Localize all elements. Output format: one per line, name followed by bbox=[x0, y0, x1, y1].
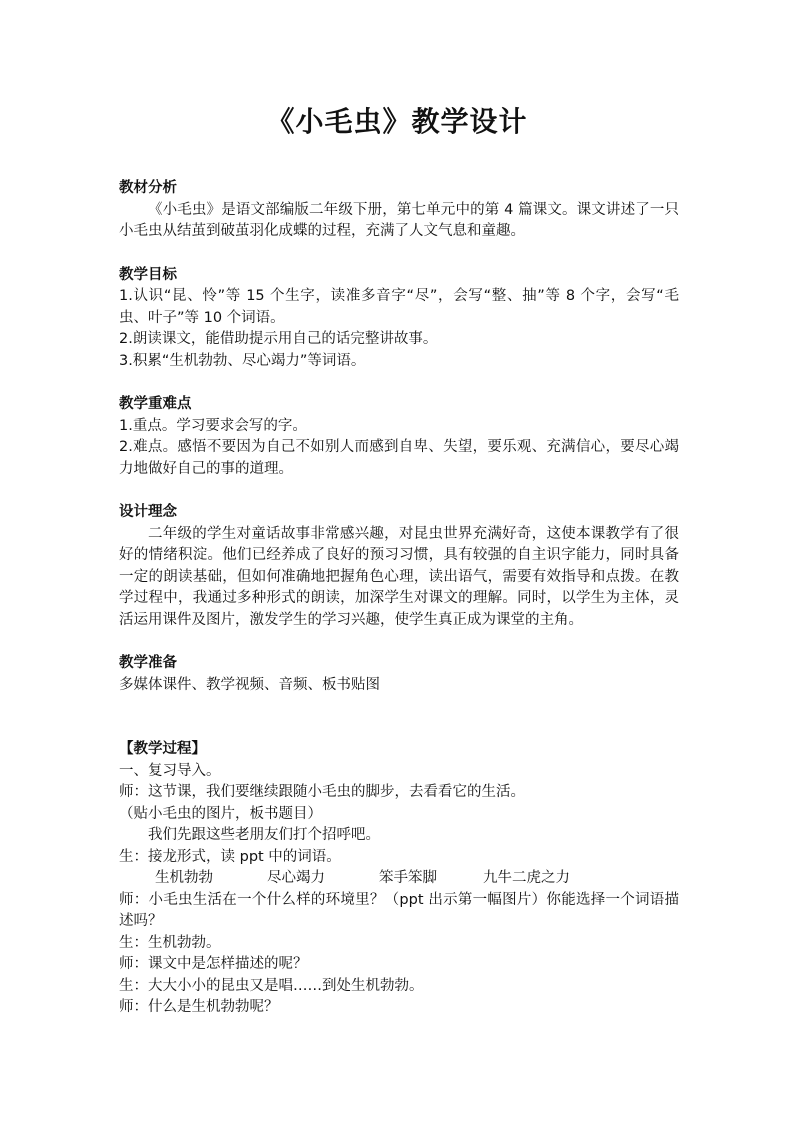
process-line: 我们先跟这些老朋友们打个招呼吧。 bbox=[148, 827, 380, 843]
section-heading-prep: 教学准备 bbox=[119, 655, 177, 671]
vocabulary-word: 九牛二虎之力 bbox=[483, 870, 570, 886]
prep-paragraph: 多媒体课件、教学视频、音频、板书贴图 bbox=[119, 676, 380, 693]
goal-item: 1.认识“昆、怜”等 15 个生字，读准多音字“尽”，会写“整、抽”等 8 个字，会写“毛虫、叶子”等 10 个词语。 bbox=[119, 288, 679, 326]
concept-paragraph: 二年级的学生对童话故事非常感兴趣，对昆虫世界充满好奇，这使本课教学有了很好的情绪积淀。他们已经养成了良好的预习习惯，具有较强的自主识字能力，同时具备一定的朗读基础，但如何准确地把握角色心理，读出语气，需要有效指导和点拨。在教学过程中，我通过多种形式的朗读，加深学生对课文的理解。同时，以学生为主体，灵活运用课件及图片，激发学生的学习兴趣，使学生真正成为课堂的主角。 bbox=[119, 525, 679, 628]
dialogue-line: 生：生机勃勃。 bbox=[119, 934, 221, 951]
process-line: 一、复习导入。 bbox=[119, 762, 221, 779]
analysis-paragraph: 《小毛虫》是语文部编版二年级下册，第七单元中的第 4 篇课文。课文讲述了一只小毛虫从结茧到破茧羽化成蝶的过程，充满了人文气息和童趣。 bbox=[119, 201, 679, 239]
goal-item: 2.朗读课文，能借助提示用自己的话完整讲故事。 bbox=[119, 331, 438, 347]
key-point-item: 2.难点。感悟不要因为自己不如别人而感到自卑、失望，要乐观、充满信心，要尽心竭力地做好自己的事的道理。 bbox=[119, 439, 679, 477]
section-heading-analysis: 教材分析 bbox=[119, 180, 177, 196]
section-heading-goals: 教学目标 bbox=[119, 266, 177, 283]
dialogue-line: 师：什么是生机勃勃呢？ bbox=[119, 999, 279, 1015]
process-line: 师：这节课，我们要继续跟随小毛虫的脚步，去看看它的生活。 bbox=[119, 784, 525, 800]
goal-item: 3.积累“生机勃勃、尽心竭力”等词语。 bbox=[119, 352, 366, 369]
dialogue-line: 师：课文中是怎样描述的呢？ bbox=[119, 956, 308, 972]
process-line: （贴小毛虫的图片，板书题目） bbox=[119, 805, 322, 822]
vocabulary-row bbox=[119, 868, 679, 890]
vocabulary-word: 生机勃勃 bbox=[155, 870, 213, 886]
section-heading-process: 【教学过程】 bbox=[119, 741, 206, 757]
document-body bbox=[119, 178, 679, 1019]
vocabulary-word: 尽心竭力 bbox=[267, 870, 325, 886]
section-heading-key-points: 教学重难点 bbox=[119, 396, 192, 412]
vocabulary-word: 笨手笨脚 bbox=[379, 870, 437, 886]
key-point-item: 1.重点。学习要求会写的字。 bbox=[119, 417, 307, 434]
document-title: 《小毛虫》教学设计 bbox=[266, 105, 528, 138]
section-heading-concept: 设计理念 bbox=[119, 504, 177, 520]
process-line: 生：接龙形式，读 ppt 中的词语。 bbox=[119, 848, 341, 865]
dialogue-line: 师：小毛虫生活在一个什么样的环境里？（ppt 出示第一幅图片）你能选择一个词语描述吗？ bbox=[119, 891, 679, 929]
dialogue-line: 生：大大小小的昆虫又是唱……到处生机勃勃。 bbox=[119, 977, 424, 994]
